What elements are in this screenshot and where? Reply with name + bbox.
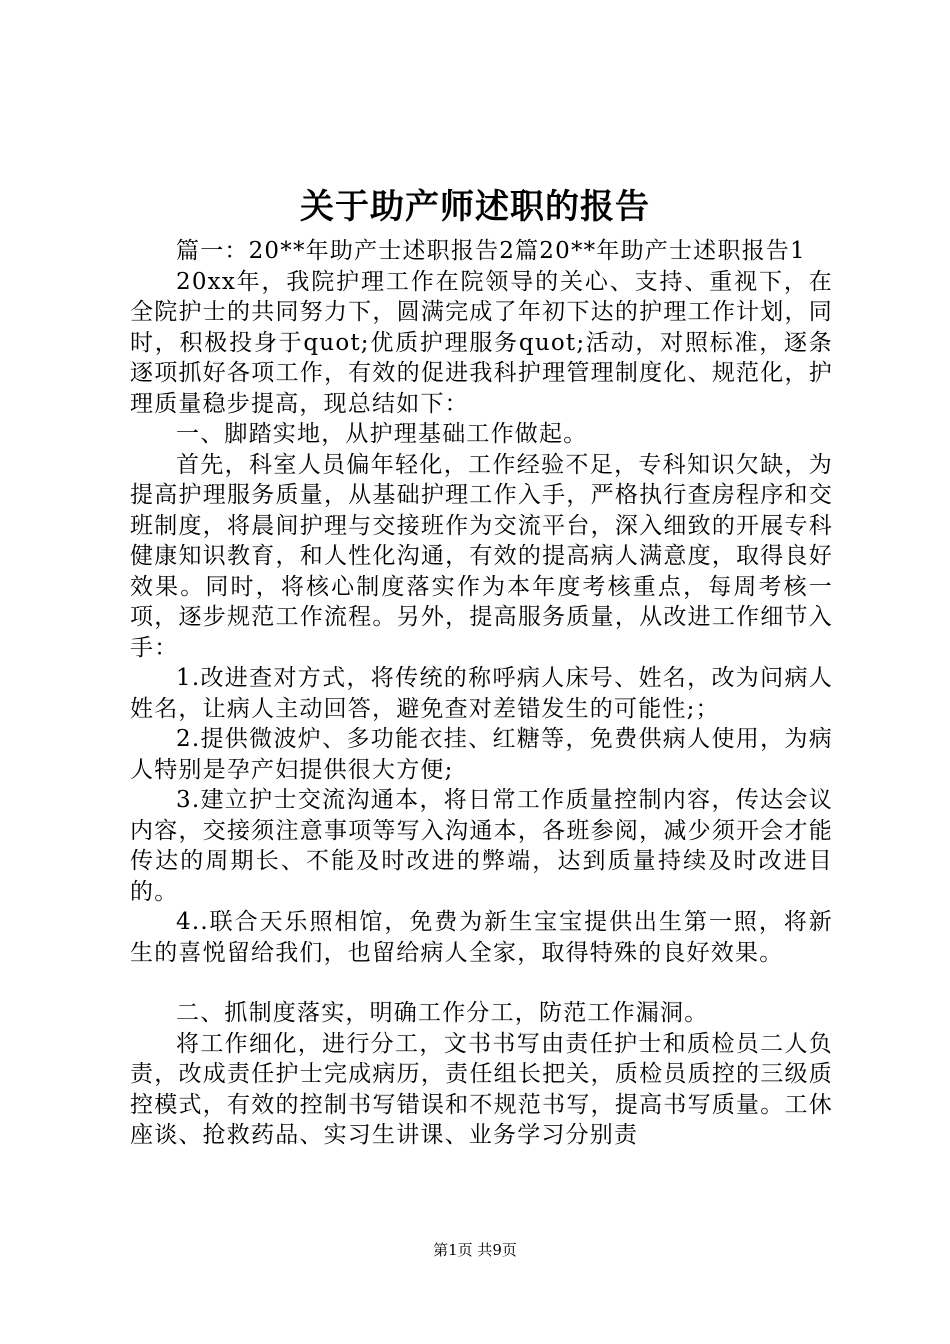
paragraph-section-1: 首先，科室人员偏年轻化，工作经验不足，专科知识欠缺，为提高护理服务质量，从基础护理工作入手，严格执行查房程序和交班制度，将晨间护理与交接班作为交流平台，深入细致的开展专科健康知识教育，和人性化沟通，有效的提高病人满意度，取得良好效果。同时，将核心制度落实作为本年度考核重点，每周考核一项，逐步规范工作流程。另外，提高服务质量，从改进工作细节入手：	[130, 451, 833, 661]
paragraph-intro: 20xx年，我院护理工作在院领导的关心、支持、重视下，在全院护士的共同努力下，圆满完成了年初下达的护理工作计划，同时，积极投身于quot;优质护理服务quot;活动，对照标准，逐条逐项抓好各项工作，有效的促进我科护理管理制度化、规范化，护理质量稳步提高，现总结如下：	[130, 268, 833, 417]
list-item-4: 4..联合天乐照相馆，免费为新生宝宝提供出生第一照，将新生的喜悦留给我们，也留给病人全家，取得特殊的良好效果。	[130, 909, 833, 966]
section-heading-2: 二、抓制度落实，明确工作分工，防范工作漏洞。	[176, 1000, 709, 1026]
list-item-3: 3.建立护士交流沟通本，将日常工作质量控制内容，传达会议内容，交接须注意事项等写入沟通本，各班参阅，减少须开会才能传达的周期长、不能及时改进的弊端，达到质量持续及时改进目的。	[130, 787, 833, 905]
list-item-2: 2.提供微波炉、多功能衣挂、红糖等，免费供病人使用，为病人特别是孕产妇提供很大方便;	[130, 726, 833, 783]
document-title: 关于助产师述职的报告	[300, 187, 650, 227]
section-heading-1: 一、脚踏实地，从护理基础工作做起。	[176, 421, 588, 447]
page-number: 第1页 共9页	[433, 1241, 517, 1259]
document-body	[130, 236, 833, 1151]
paragraph-section-2: 将工作细化，进行分工，文书书写由责任护士和质检员二人负责，改成责任护士完成病历，责任组长把关，质检员质控的三级质控模式，有效的控制书写错误和不规范书写，提高书写质量。工休座谈、抢救药品、实习生讲课、业务学习分别责	[130, 1030, 833, 1148]
list-item-1: 1.改进查对方式，将传统的称呼病人床号、姓名，改为问病人姓名，让病人主动回答，避免查对差错发生的可能性;；	[130, 665, 833, 722]
paragraph-heading-line: 篇一：20**年助产士述职报告2篇20**年助产士述职报告1	[176, 238, 806, 264]
